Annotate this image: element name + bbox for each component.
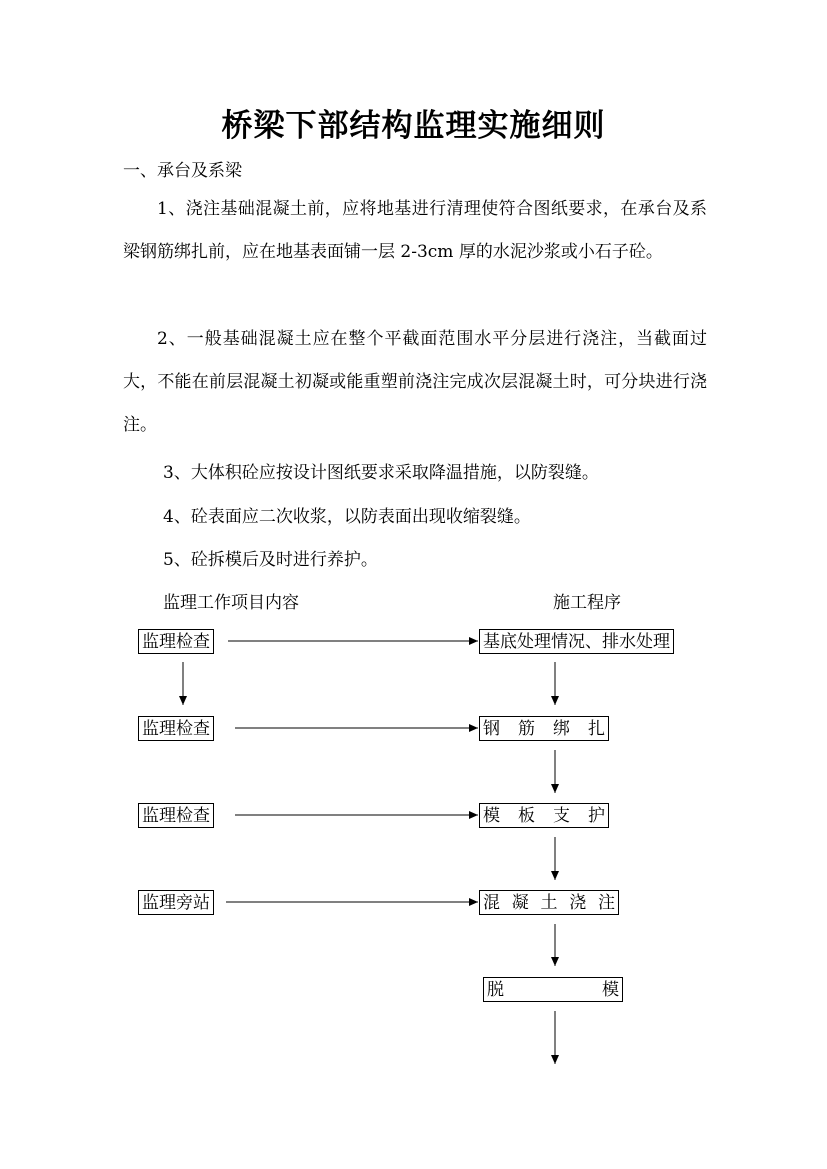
supervision-box-4: 监理旁站 [138, 890, 214, 915]
procedure-char: 凝 [511, 893, 529, 913]
procedure-char: 扎 [588, 719, 605, 739]
procedure-char: 混 [483, 893, 500, 913]
procedure-char: 脱 [487, 980, 504, 1000]
flow-left-header: 监理工作项目内容 [163, 593, 299, 613]
procedure-char: 支 [553, 806, 570, 826]
procedure-char: 模 [483, 806, 500, 826]
supervision-box-2: 监理检查 [138, 716, 214, 741]
document-title: 桥梁下部结构监理实施细则 [221, 108, 606, 144]
paragraph-4: 4、砼表面应二次收浆，以防表面出现收缩裂缝。 [163, 507, 531, 527]
section-heading: 一、承台及系梁 [123, 161, 242, 181]
procedure-char: 护 [588, 806, 605, 826]
procedure-char: 钢 [483, 719, 500, 739]
procedure-char: 绑 [553, 719, 570, 739]
procedure-char: 浇 [569, 893, 587, 913]
paragraph-5: 5、砼拆模后及时进行养护。 [163, 550, 378, 570]
procedure-char: 模 [602, 980, 619, 1000]
paragraph-1: 1、浇注基础混凝土前，应将地基进行清理使符合图纸要求，在承台及系梁钢筋绑扎前，应在地基表面铺一层 2-3cm 厚的水泥沙浆或小石子砼。 [123, 199, 707, 262]
procedure-char: 土 [540, 893, 558, 913]
flow-right-header: 施工程序 [553, 593, 621, 613]
procedure-char: 筋 [518, 719, 535, 739]
procedure-step-1: 基底处理情况、排水处理 [479, 629, 674, 654]
paragraph-2: 2、一般基础混凝土应在整个平截面范围水平分层进行浇注，当截面过大，不能在前层混凝土初凝或能重塑前浇注完成次层混凝土时，可分块进行浇注。 [123, 329, 707, 435]
supervision-box-1: 监理检查 [138, 629, 214, 654]
paragraph-3: 3、大体积砼应按设计图纸要求采取降温措施，以防裂缝。 [163, 463, 599, 483]
supervision-box-3: 监理检查 [138, 803, 214, 828]
procedure-char: 注 [598, 893, 615, 913]
procedure-char: 板 [518, 806, 535, 826]
